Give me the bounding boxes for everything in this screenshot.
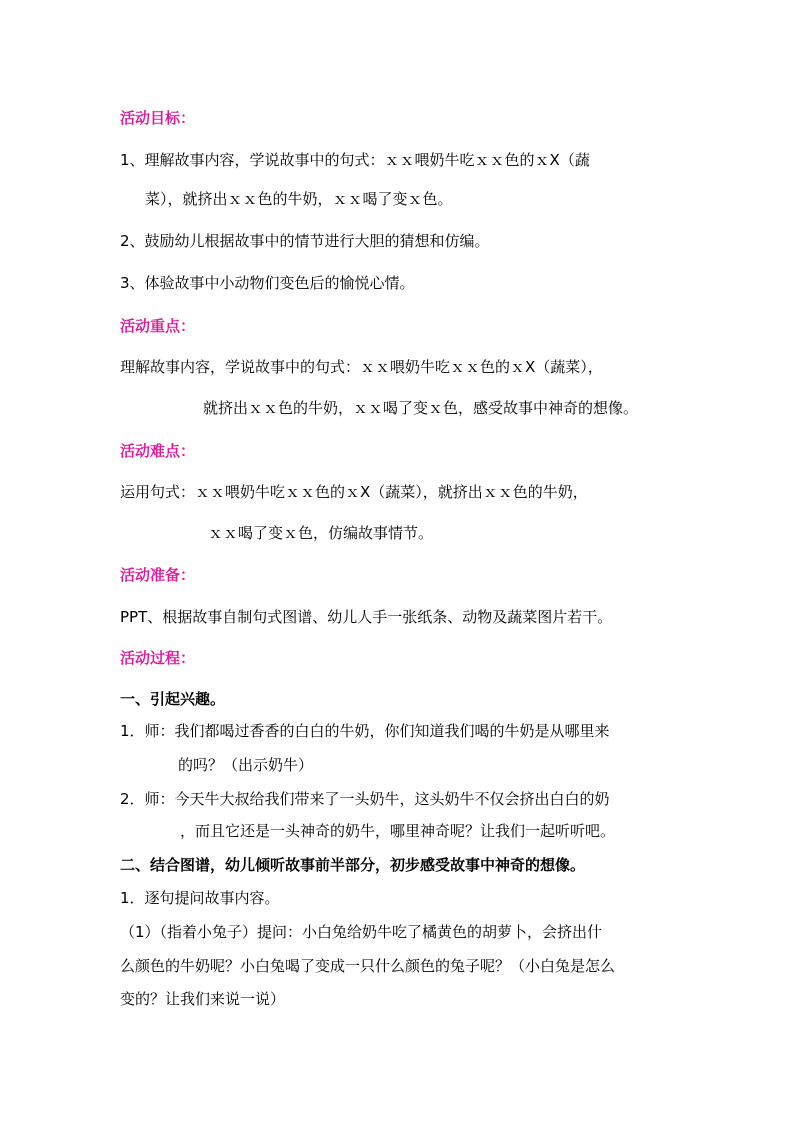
process-section-1-title: 一、引起兴趣。 — [120, 690, 226, 708]
process-section-2-title: 二、结合图谱，幼儿倾听故事前半部分，初步感受故事中神奇的想像。 — [120, 856, 586, 874]
process-s1-item-2-line-2: ，而且它还是一头神奇的奶牛，哪里神奇呢？让我们一起听听吧。 — [180, 822, 616, 840]
process-s1-item-1-line-2: 的吗？（出示奶牛） — [178, 756, 314, 774]
goal-item-3: 3、体验故事中小动物们变色后的愉悦心情。 — [120, 274, 415, 292]
heading-difficulties: 活动难点： — [120, 442, 196, 460]
process-s2-para-1-line-2: 么颜色的牛奶呢？小白兔喝了变成一只什么颜色的兔子呢？（小白兔是怎么 — [120, 957, 616, 975]
key-points-line-1: 理解故事内容，学说故事中的句式：ｘｘ喂奶牛吃ｘｘ色的ｘX（蔬菜）， — [120, 358, 603, 376]
difficulties-line-2: ｘｘ喝了变ｘ色，仿编故事情节。 — [208, 524, 434, 542]
process-s1-item-2-line-1: 2．师：今天牛大叔给我们带来了一头奶牛，这头奶牛不仅会挤出白白的奶 — [120, 790, 610, 808]
process-s1-item-1-line-1: 1．师：我们都喝过香香的白白的牛奶，你们知道我们喝的牛奶是从哪里来 — [120, 722, 610, 740]
goal-item-1-line-2: 菜），就挤出ｘｘ色的牛奶，ｘｘ喝了变ｘ色。 — [145, 190, 453, 208]
heading-key-points: 活动重点： — [120, 317, 196, 335]
heading-process: 活动过程： — [120, 649, 196, 667]
goal-item-1-line-1: 1、理解故事内容，学说故事中的句式：ｘｘ喂奶牛吃ｘｘ色的ｘX（蔬 — [120, 151, 590, 169]
process-s2-item-1: 1．逐句提问故事内容。 — [120, 889, 280, 907]
key-points-line-2: 就挤出ｘｘ色的牛奶，ｘｘ喝了变ｘ色，感受故事中神奇的想像。 — [203, 399, 639, 417]
goal-item-2: 2、鼓励幼儿根据故事中的情节进行大胆的猜想和仿编。 — [120, 232, 490, 250]
process-s2-para-1-line-3: 变的？让我们来说一说） — [120, 990, 286, 1008]
difficulties-line-1: 运用句式：ｘｘ喂奶牛吃ｘｘ色的ｘX（蔬菜），就挤出ｘｘ色的牛奶， — [120, 483, 588, 501]
process-s2-para-1-line-1: （1）（指着小兔子）提问：小白兔给奶牛吃了橘黄色的胡萝卜，会挤出什 — [120, 923, 603, 941]
preparation-line-1: PPT、根据故事自制句式图谱、幼儿人手一张纸条、动物及蔬菜图片若干。 — [120, 608, 613, 626]
heading-preparation: 活动准备： — [120, 566, 196, 584]
heading-goals: 活动目标： — [120, 109, 196, 127]
